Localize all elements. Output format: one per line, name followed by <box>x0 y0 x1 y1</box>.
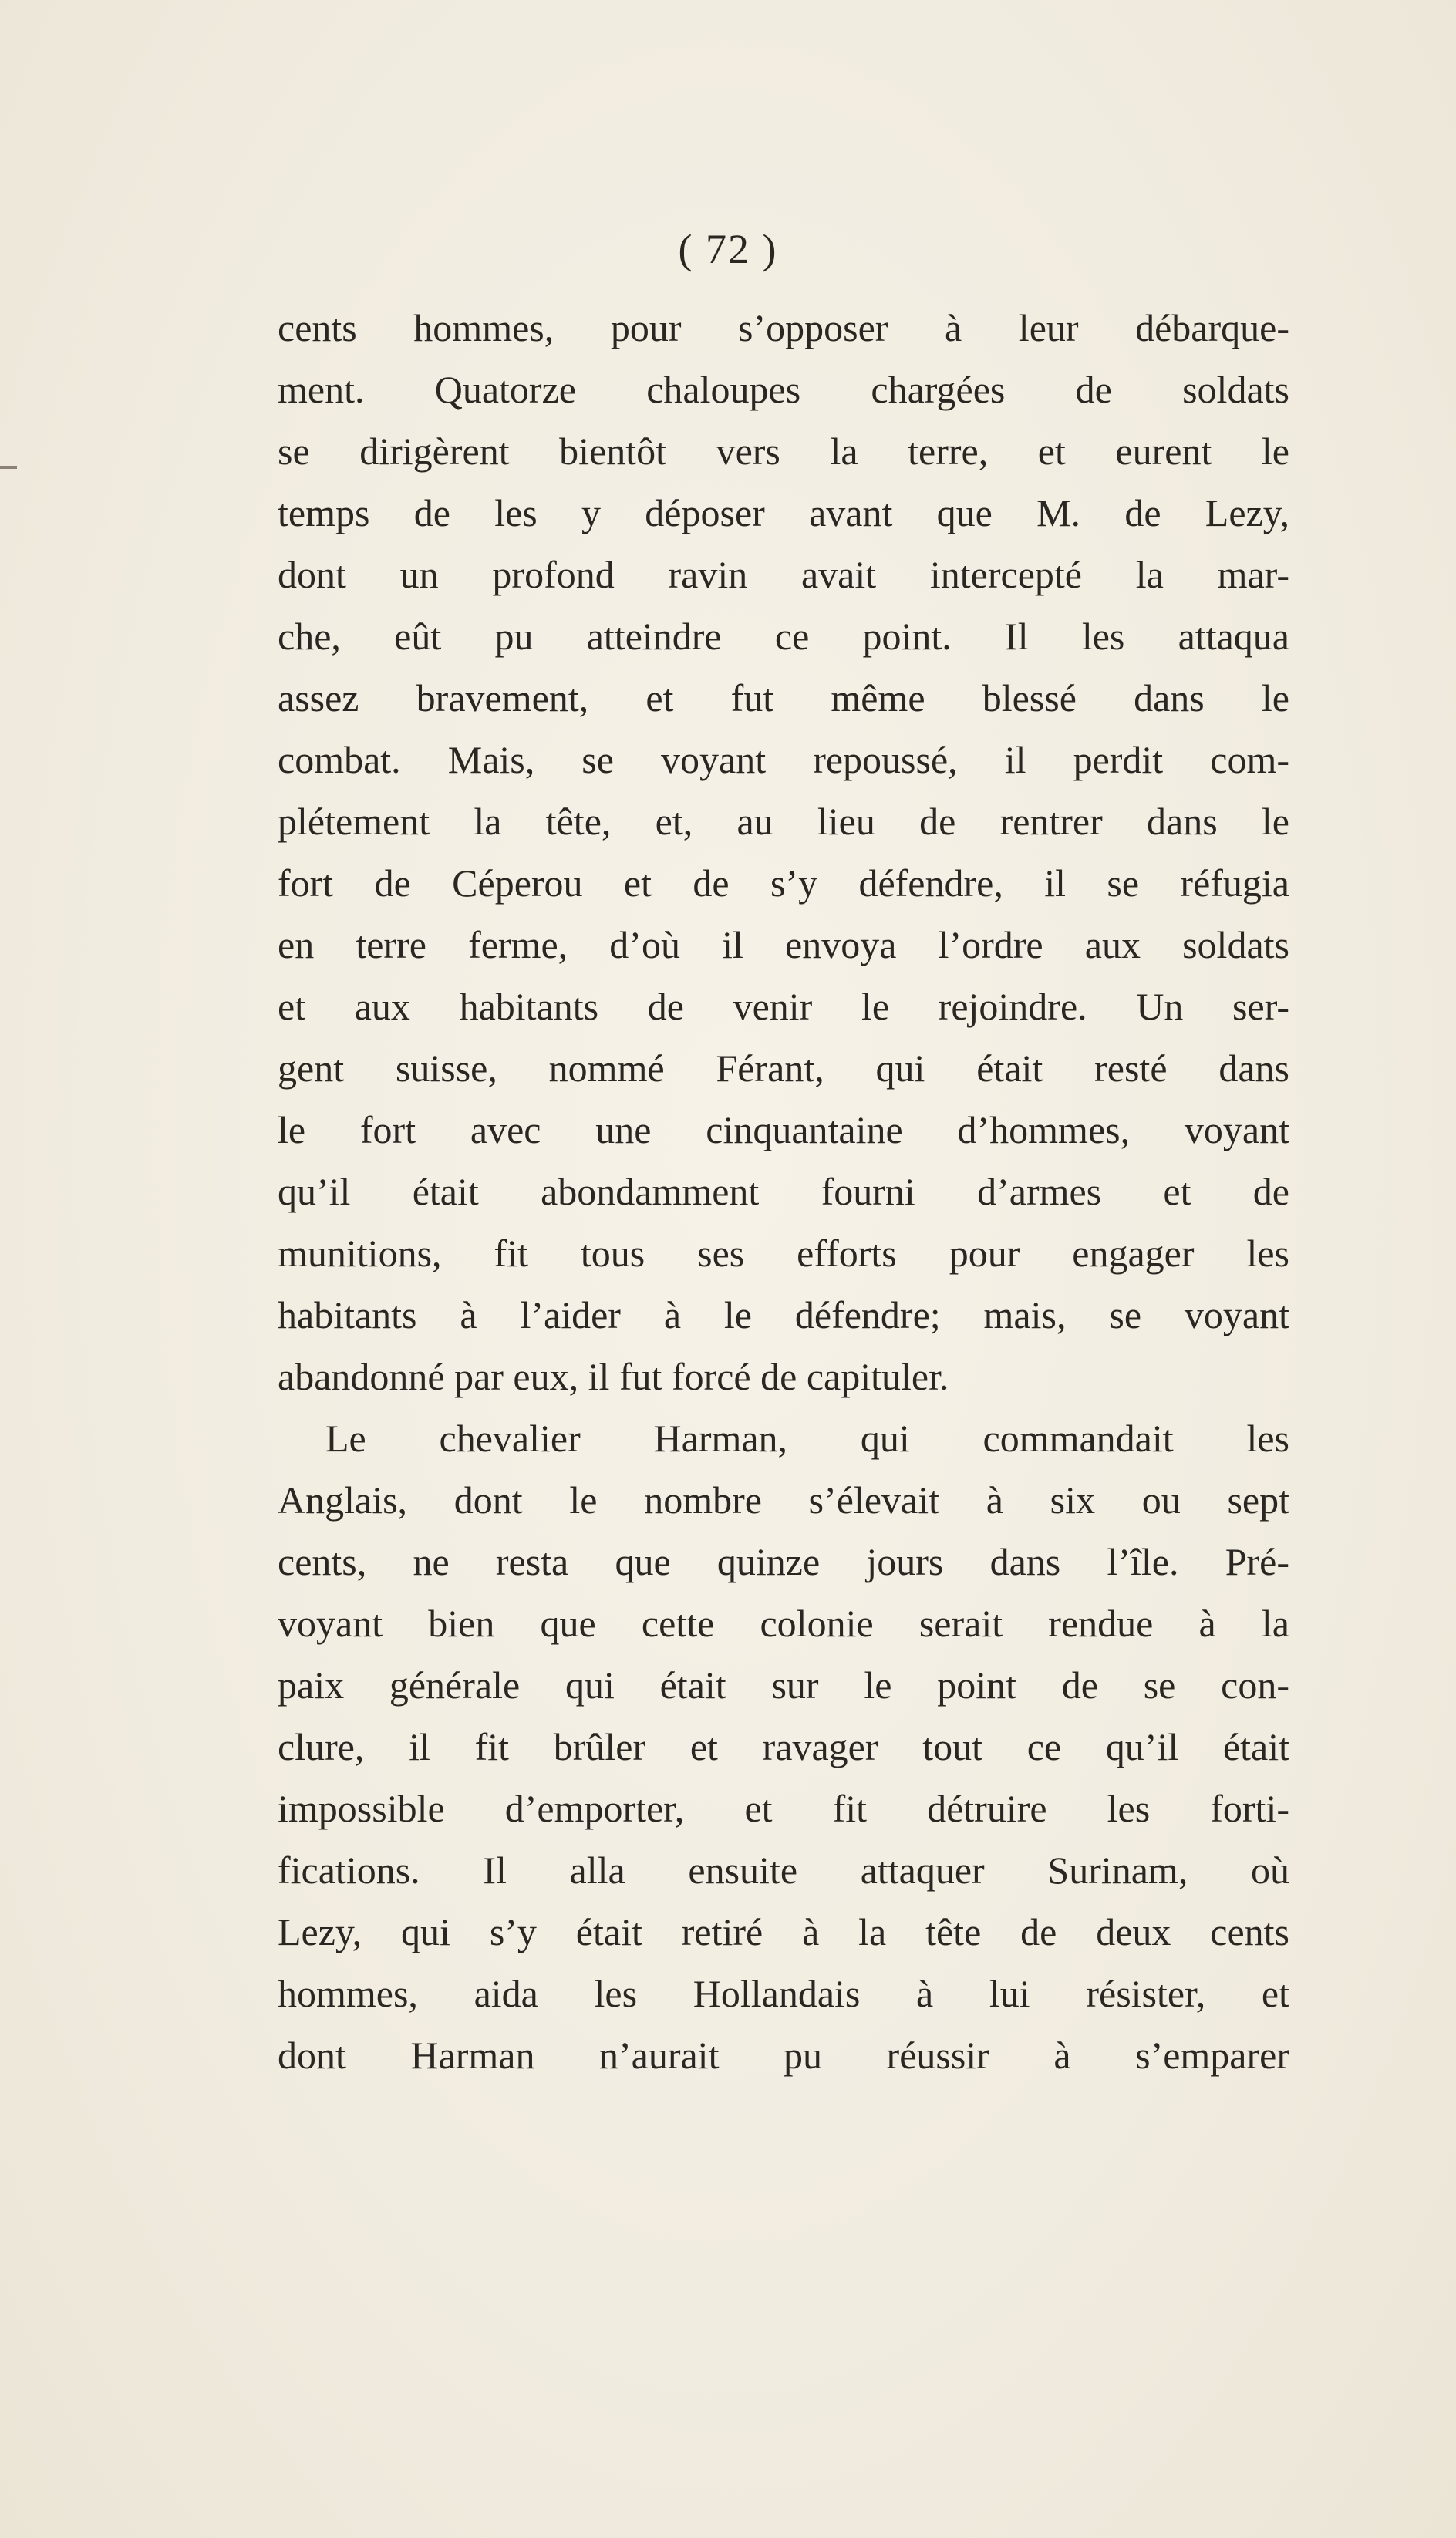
text-line: voyant bien que cette colonie serait rendue à la <box>278 1602 1289 1645</box>
text-line: et aux habitants de venir le rejoindre. Un ser- <box>278 985 1289 1028</box>
text-line: dont Harman n’aurait pu réussir à s’emparer <box>278 2034 1289 2077</box>
text-line: paix générale qui était sur le point de se con- <box>278 1663 1289 1707</box>
text-line: en terre ferme, d’où il envoya l’ordre aux soldats <box>278 923 1289 966</box>
text-line: plétement la tête, et, au lieu de rentrer dans le <box>278 800 1289 843</box>
paragraph-2 <box>278 1407 1289 2086</box>
text-line: qu’il était abondamment fourni d’armes et de <box>278 1170 1289 1213</box>
text-line: clure, il fit brûler et ravager tout ce qu’il était <box>278 1725 1289 1768</box>
text-line: Lezy, qui s’y était retiré à la tête de deux cents <box>278 1910 1289 1953</box>
margin-mark <box>0 466 17 469</box>
text-line: se dirigèrent bientôt vers la terre, et eurent le <box>278 430 1289 473</box>
text-line: combat. Mais, se voyant repoussé, il perdit com- <box>278 738 1289 781</box>
text-line: munitions, fit tous ses efforts pour engager les <box>278 1232 1289 1275</box>
text-line: fort de Céperou et de s’y défendre, il se réfugia <box>278 861 1289 905</box>
text-line: cents, ne resta que quinze jours dans l’île. Pré- <box>278 1540 1289 1583</box>
text-line: Anglais, dont le nombre s’élevait à six ou sept <box>278 1478 1289 1522</box>
paragraph-1 <box>278 297 1289 1407</box>
text-line: Le chevalier Harman, qui commandait les <box>325 1417 1289 1460</box>
text-line: le fort avec une cinquantaine d’hommes, voyant <box>278 1108 1289 1151</box>
text-line: cents hommes, pour s’opposer à leur débarque- <box>278 306 1289 349</box>
text-line: fications. Il alla ensuite attaquer Surinam, où <box>278 1849 1289 1892</box>
text-line: assez bravement, et fut même blessé dans le <box>278 676 1289 720</box>
text-line: abandonné par eux, il fut forcé de capituler. <box>278 1355 949 1398</box>
text-line: gent suisse, nommé Férant, qui était resté dans <box>278 1047 1289 1090</box>
text-line: hommes, aida les Hollandais à lui résister, et <box>278 1972 1289 2015</box>
text-line: temps de les y déposer avant que M. de Lezy, <box>278 491 1289 534</box>
text-line: che, eût pu atteindre ce point. Il les attaqua <box>278 615 1289 658</box>
text-line: habitants à l’aider à le défendre; mais, se voyant <box>278 1293 1289 1336</box>
body-text <box>278 297 1289 2086</box>
text-line: dont un profond ravin avait intercepté la mar- <box>278 553 1289 596</box>
text-line: impossible d’emporter, et fit détruire les forti- <box>278 1787 1289 1830</box>
page-number: ( 72 ) <box>678 226 778 272</box>
text-line: ment. Quatorze chaloupes chargées de soldats <box>278 368 1289 411</box>
